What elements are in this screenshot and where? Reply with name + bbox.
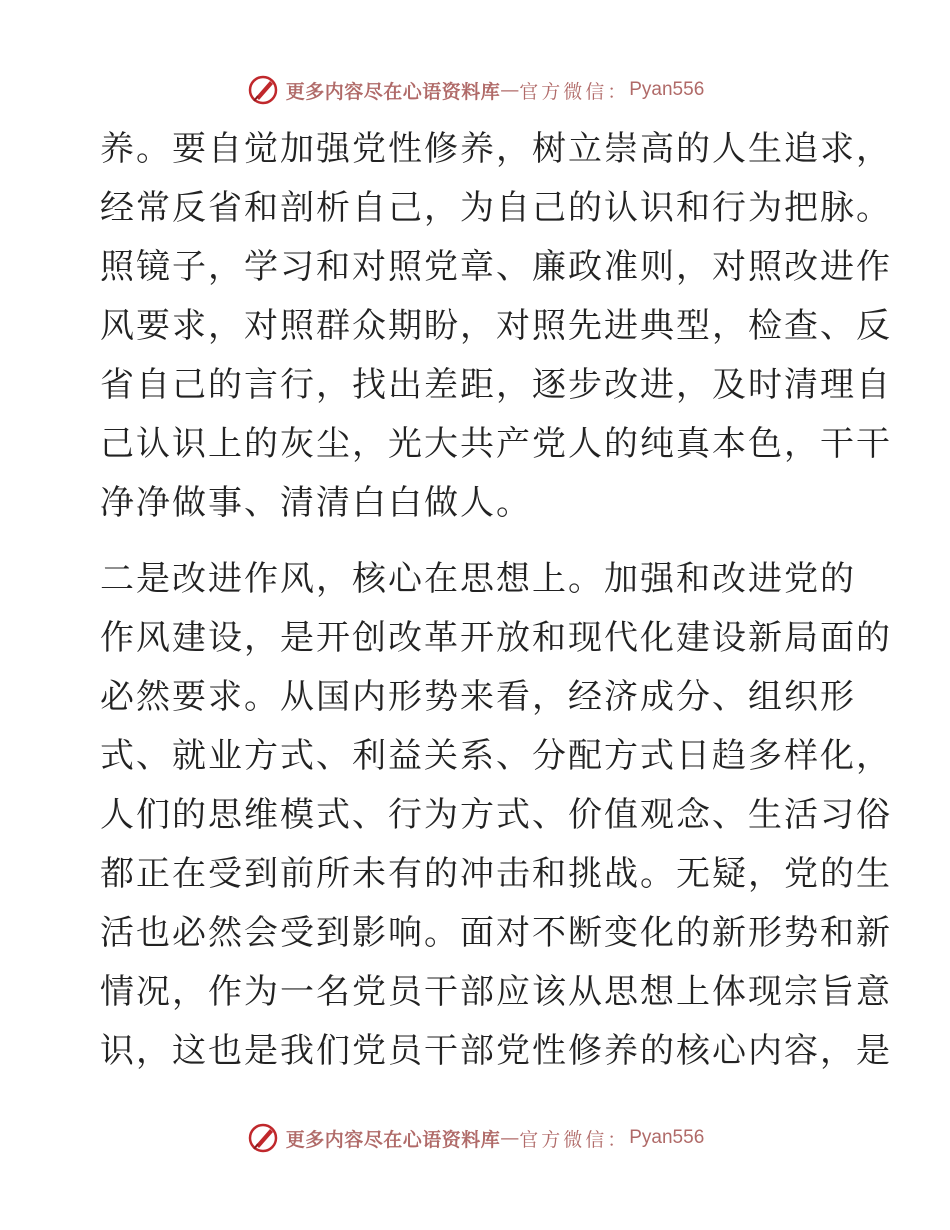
contact-id: Pyan556 [629, 1127, 705, 1148]
text-line: 识，这也是我们党员干部党性修养的核心内容，是 [100, 1031, 892, 1071]
document-body [100, 120, 892, 1081]
text-line: 经常反省和剖析自己，为自己的认识和行为把脉。 [100, 188, 892, 228]
text-line: 净净做事、清清白白做人。 [100, 483, 532, 523]
text-line: 作风建设，是开创改革开放和现代化建设新局面的 [100, 618, 892, 658]
footer-banner [0, 1118, 950, 1158]
contact-id: Pyan556 [629, 79, 705, 100]
paragraph-1 [100, 120, 892, 533]
text-line: 必然要求。从国内形势来看，经济成分、组织形 [100, 677, 856, 717]
brand-text: 更多内容尽在心语资料库 [285, 1128, 501, 1151]
text-line: 照镜子，学习和对照党章、廉政准则，对照改进作 [100, 247, 892, 287]
text-line: 式、就业方式、利益关系、分配方式日趋多样化， [100, 736, 892, 776]
text-line: 二是改进作风，核心在思想上。加强和改进党的 [100, 559, 856, 599]
text-line: 己认识上的灰尘，光大共产党人的纯真本色，干干 [100, 424, 892, 464]
text-line: 省自己的言行，找出差距，逐步改进，及时清理自 [100, 365, 892, 405]
paragraph-2 [100, 550, 892, 1081]
banner-separator: — [500, 79, 520, 101]
banner-separator: — [500, 1127, 520, 1149]
red-quill-logo-icon [246, 1121, 280, 1155]
text-line: 都正在受到前所未有的冲击和挑战。无疑，党的生 [100, 854, 892, 894]
contact-label: 官方微信： [519, 80, 630, 103]
text-line: 情况，作为一名党员干部应该从思想上体现宗旨意 [100, 972, 892, 1012]
text-line: 活也必然会受到影响。面对不断变化的新形势和新 [100, 913, 892, 953]
text-line: 风要求，对照群众期盼，对照先进典型，检查、反 [100, 306, 892, 346]
contact-label: 官方微信： [519, 1128, 630, 1151]
header-banner [0, 70, 950, 110]
paragraph-gap [100, 533, 860, 550]
red-quill-logo-icon [246, 73, 280, 107]
text-line: 养。要自觉加强党性修养，树立崇高的人生追求， [100, 129, 892, 169]
brand-text: 更多内容尽在心语资料库 [285, 80, 501, 103]
text-line: 人们的思维模式、行为方式、价值观念、生活习俗 [100, 795, 892, 835]
